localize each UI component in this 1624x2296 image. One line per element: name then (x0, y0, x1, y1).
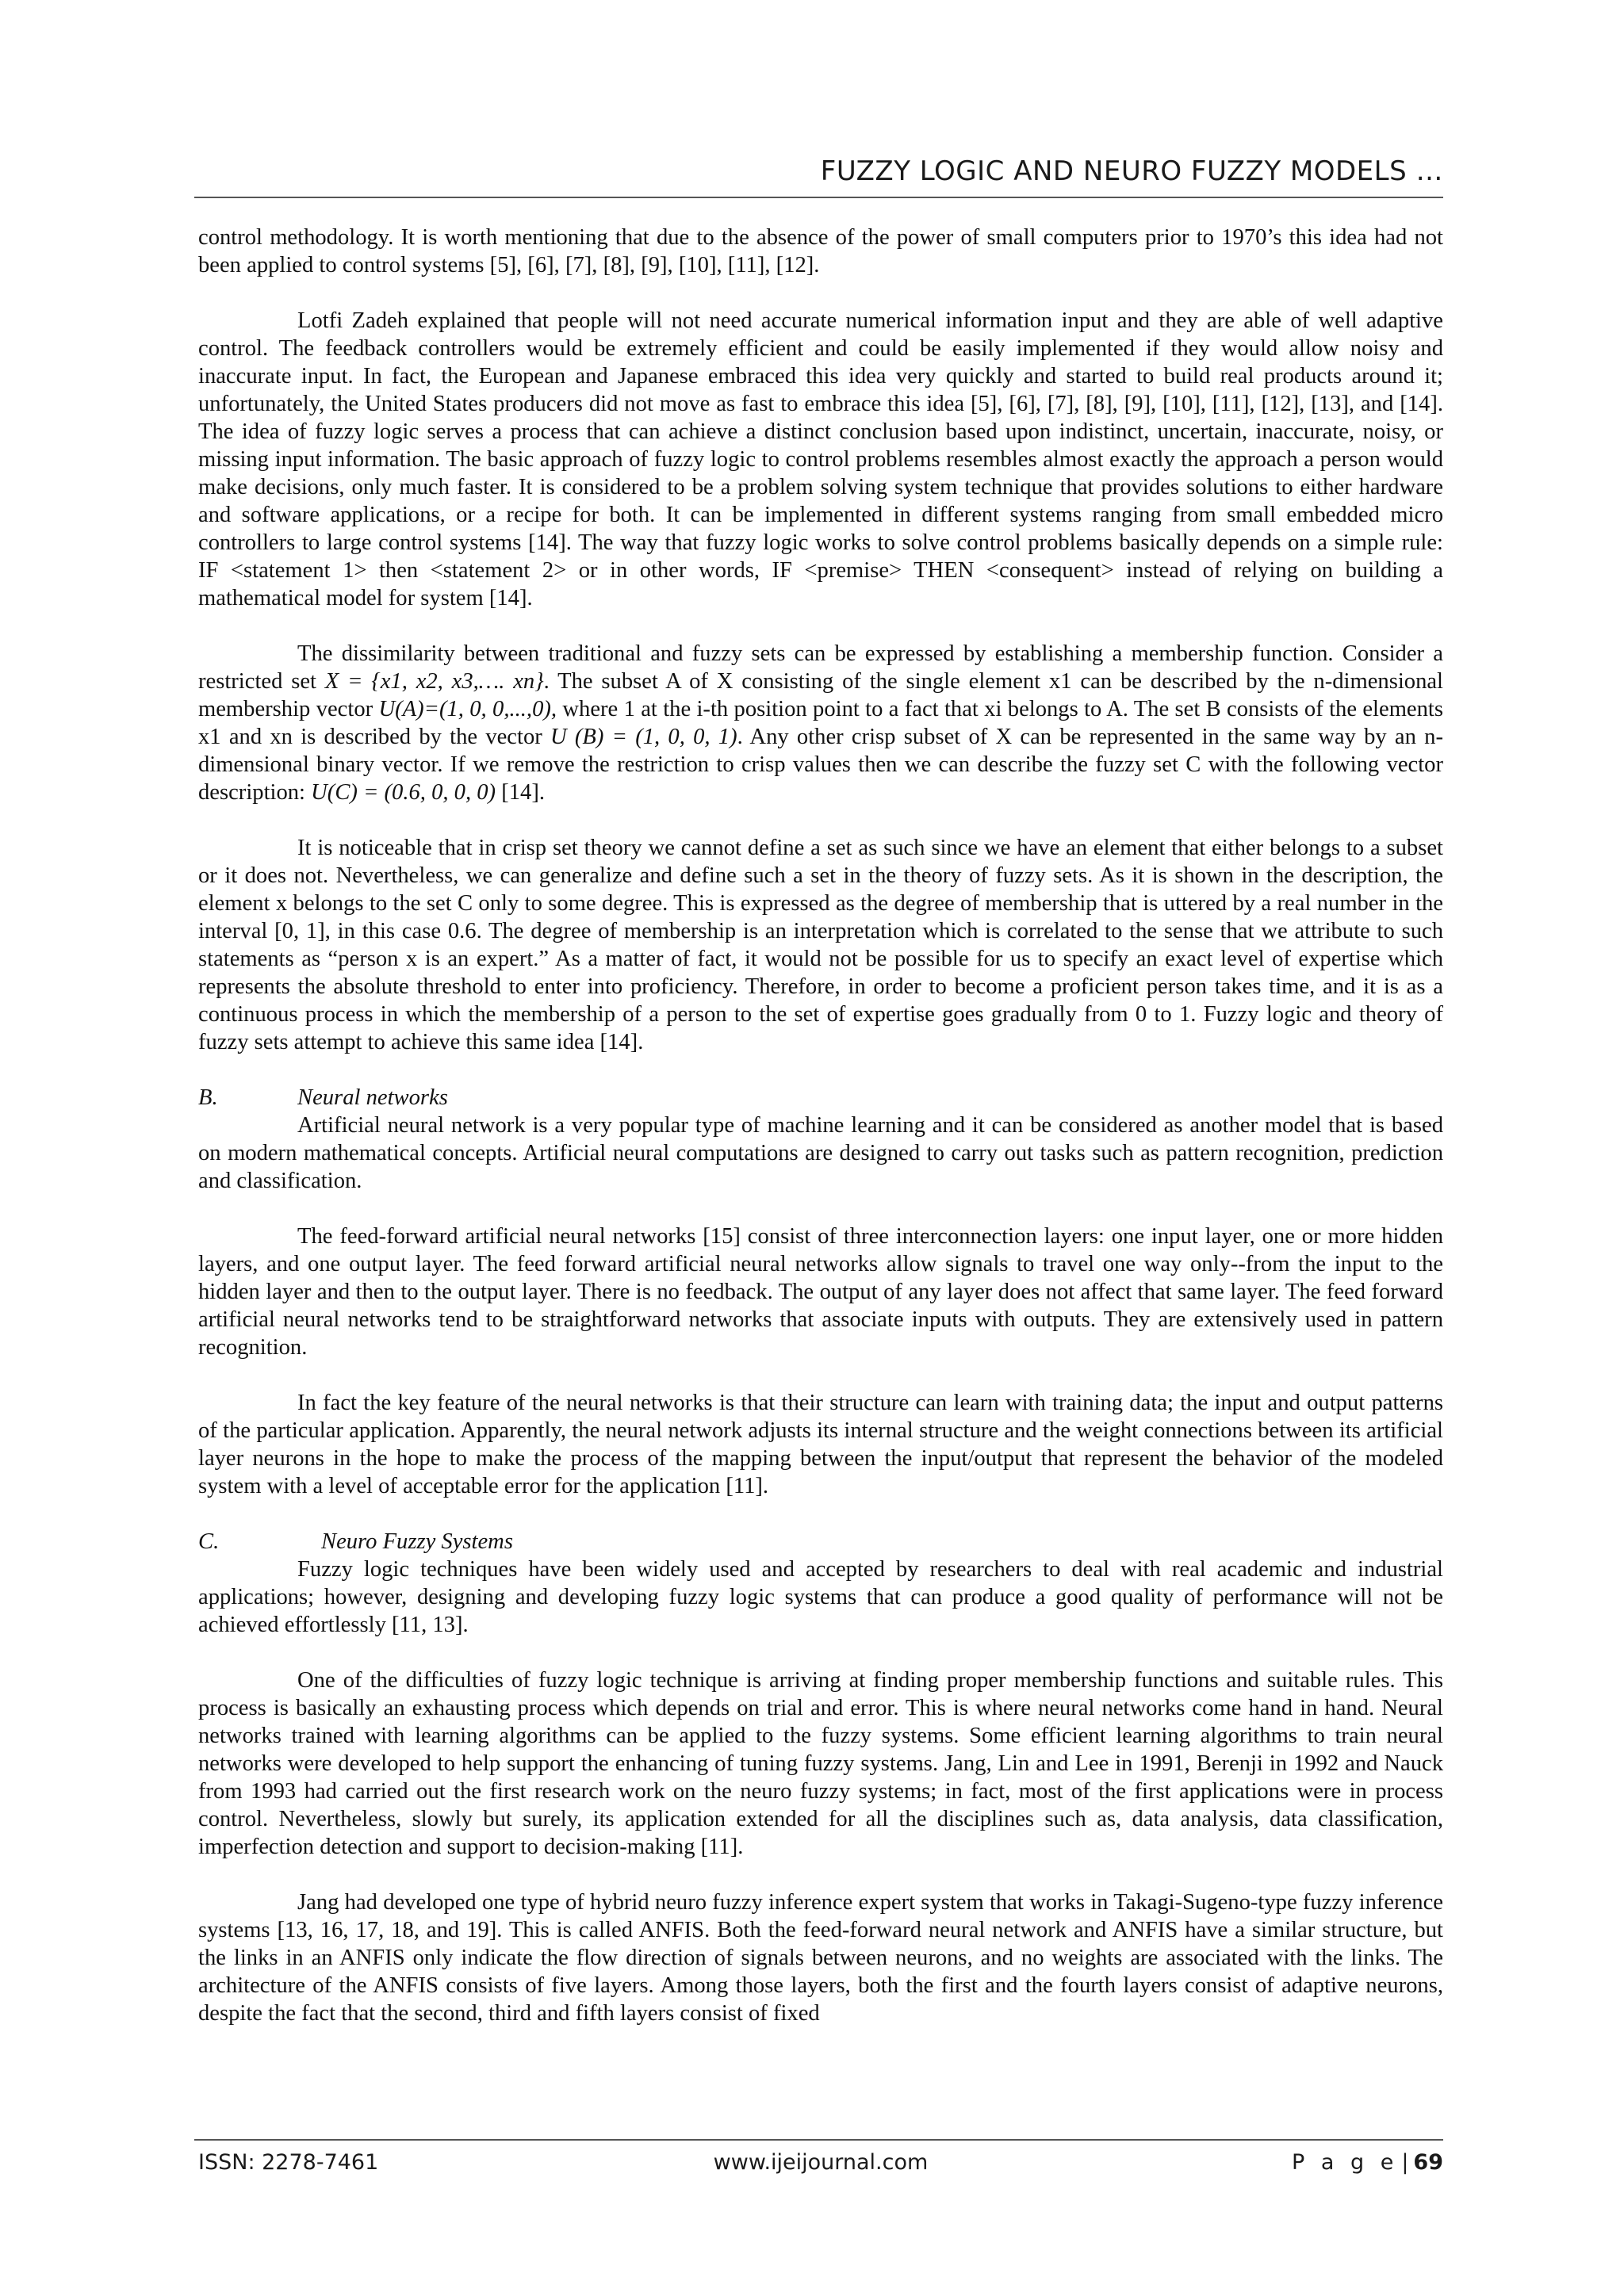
paragraph-difficulties: One of the difficulties of fuzzy logic technique is arriving at finding proper membership functions and suitable rules. This process is basically an exhausting process which depends on trial and error. This is where neural networks come hand in hand. Neural networks trained with learning algorithms can be applied to the fuzzy systems. Some efficient learning algorithms to train neural networks were developed to help support the enhancing of tuning fuzzy systems. Jang, Lin and Lee in 1991, Berenji in 1992 and Nauck from 1993 had carried out the first research work on the neuro fuzzy systems; in fact, most of the first applications were in process control. Nevertheless, slowly but surely, its application extended for all the disciplines such as, data analysis, data classification, imperfection detection and support to decision-making [11]. (198, 1668, 1443, 1859)
math-set-x: X = {x1, x2, x3,…. xn} (324, 669, 544, 694)
issn-label: ISSN: 2278-7461 (198, 2150, 379, 2175)
paragraph-membership-function (198, 640, 1443, 806)
paragraph-feed-forward: The feed-forward artificial neural networks [15] consist of three interconnection layers: one input layer, one or more hidden layers, and one output layer. The feed forward artificial neural networks allow signals to travel one way only--from the input to the hidden layer and then to the output layer. There is no feedback. The output of any layer does not affect that same layer. The feed forward artificial neural networks tend to be straightforward networks that associate inputs with outputs. They are extensively used in pattern recognition. (198, 1224, 1443, 1360)
page-separator: | (1401, 2150, 1409, 2175)
section-heading-neural-networks (198, 1084, 1443, 1112)
header-rule (194, 197, 1443, 198)
text-span: . The subset A of X consisting of the single element x1 can be described by the n-dimensional membership vector (198, 669, 1443, 721)
math-vector-uc: U(C) = (0.6, 0, 0, 0) (311, 780, 496, 805)
section-letter: C. (198, 1529, 220, 1554)
page-indicator (1292, 2150, 1443, 2175)
section-title: Neural networks (297, 1085, 448, 1110)
article-body (198, 224, 1443, 2055)
running-header: FUZZY LOGIC AND NEURO FUZZY MODELS … (820, 155, 1443, 187)
paragraph-crisp-sets: It is noticeable that in crisp set theory we cannot define a set as such since we have an element that either belongs to a subset or it does not. Nevertheless, we can generalize and define such a set in the theory of fuzzy sets. As it is shown in the description, the element x belongs to the set C only to some degree. This is expressed as the degree of membership that is uttered by a real number in the interval [0, 1], in this case 0.6. The degree of membership is an interpretation which is correlated to the sense that we attribute to such statements as “person x is an expert.” As a matter of fact, it would not be possible for us to specify an exact level of expertise which represents the absolute threshold to enter into proficiency. Therefore, in order to become a proficient person takes time, and it is as a continuous process in which the membership of a person to the set of expertise goes gradually from 0 to 1. Fuzzy logic and theory of fuzzy sets attempt to achieve this same idea [14]. (198, 836, 1443, 1054)
paragraph-zadeh: Lotfi Zadeh explained that people will not need accurate numerical information input and they are able of well adaptive control. The feedback controllers would be extremely efficient and could be easily implemented if they would allow noisy and inaccurate input. In fact, the European and Japanese embraced this idea very quickly and started to build real products around it; unfortunately, the United States producers did not move as fast to embrace this idea [5], [6], [7], [8], [9], [10], [11], [12], [13], and [14]. The idea of fuzzy logic serves a process that can achieve a distinct conclusion based upon indistinct, uncertain, inaccurate, noisy, or missing input information. The basic approach of fuzzy logic to control problems resembles almost exactly the approach a person would make decisions, only much faster. It is considered to be a problem solving system technique that provides solutions to either hardware and software applications, or a recipe for both. It can be implemented in different systems ranging from small embedded micro controllers to large control systems [14]. The way that fuzzy logic works to solve control problems basically depends on a simple rule: IF <statement 1> then <statement 2> or in other words, IF <premise> THEN <consequent> instead of relying on building a mathematical model for system [14]. (198, 308, 1443, 610)
text-span: [14]. (496, 780, 546, 805)
page-label: P a g e (1291, 2150, 1399, 2175)
paragraph-ann-intro: Artificial neural network is a very popular type of machine learning and it can be considered as another model that is based on modern mathematical concepts. Artificial neural computations are designed to carry out tasks such as pattern recognition, prediction and classification. (198, 1113, 1443, 1193)
page-footer (198, 2150, 1443, 2182)
journal-website: www.ijeijournal.com (713, 2150, 929, 2175)
section-title: Neuro Fuzzy Systems (321, 1529, 513, 1554)
section-letter: B. (198, 1085, 218, 1110)
text-span: where 1 at the i-th position point to a fact that xi belongs to A. The set B consists of the elements x1 and xn is described by the vector (198, 697, 1443, 749)
paragraph-fuzzy-techniques: Fuzzy logic techniques have been widely used and accepted by researchers to deal with real academic and industrial applications; however, designing and developing fuzzy logic systems that can produce a good quality of performance will not be achieved effortlessly [11, 13]. (198, 1557, 1443, 1637)
text-span: . Any other crisp subset of X can be represented in the same way by an n-dimensional binary vector. If we remove the restriction to crisp values then we can describe the fuzzy set C with the following vector description: (198, 725, 1443, 805)
paragraph-anfis: Jang had developed one type of hybrid neuro fuzzy inference expert system that works in Takagi-Sugeno-type fuzzy inference systems [13, 16, 17, 18, and 19]. This is called ANFIS. Both the feed-forward neural network and ANFIS have a similar structure, but the links in an ANFIS only indicate the flow direction of signals between neurons, and no weights are associated with the links. The architecture of the ANFIS consists of five layers. Among those layers, both the first and the fourth layers consist of adaptive neurons, despite the fact that the second, third and fifth layers consist of fixed (198, 1890, 1443, 2026)
paragraph-training: In fact the key feature of the neural networks is that their structure can learn with training data; the input and output patterns of the particular application. Apparently, the neural network adjusts its internal structure and the weight connections between its artificial layer neurons in the hope to make the process of the mapping between the input/output that represent the behavior of the modeled system with a level of acceptable error for the application [11]. (198, 1391, 1443, 1498)
math-vector-ub: U (B) = (1, 0, 0, 1) (550, 725, 737, 749)
section-heading-neuro-fuzzy (198, 1528, 1443, 1556)
footer-rule (194, 2139, 1443, 2141)
text-span: The dissimilarity between traditional and fuzzy sets can be expressed by establishing a membership function. Consider a restricted set (198, 641, 1443, 694)
page-number: 69 (1413, 2150, 1443, 2175)
math-vector-ua: U(A)=(1, 0, 0,...,0), (378, 697, 557, 721)
paragraph-continued: control methodology. It is worth mentioning that due to the absence of the power of small computers prior to 1970’s this idea had not been applied to control systems [5], [6], [7], [8], [9], [10], [11], [12]. (198, 225, 1443, 277)
